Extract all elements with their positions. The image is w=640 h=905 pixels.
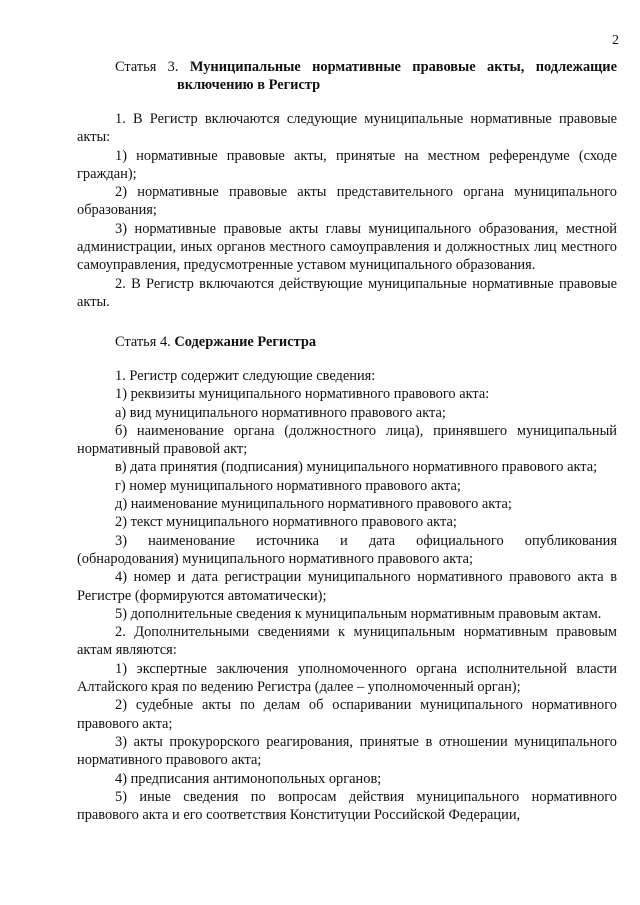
paragraph: 1. Регистр содержит следующие сведения: xyxy=(115,368,376,384)
paragraph: б) наименование органа (должностного лица), принявшего муниципальный нормативный правовой акт; xyxy=(77,422,617,458)
paragraph: 5) дополнительные сведения к муниципальным нормативным правовым актам. xyxy=(115,605,602,622)
paragraph: 5) иные сведения по вопросам действия муниципального нормативного правового акта и его соответствия Конституции Российской Федерации, xyxy=(77,788,617,824)
paragraph: д) наименование муниципального нормативного правового акта; xyxy=(115,496,512,513)
article-4-title: Содержание Регистра xyxy=(174,334,317,350)
paragraph: 3) акты прокурорского реагирования, принятые в отношении муниципального нормативного правового акта; xyxy=(77,733,617,769)
paragraph: 2. В Регистр включаются действующие муниципальные нормативные правовые акты. xyxy=(77,275,617,310)
paragraph: 1. В Регистр включаются следующие муниципальные нормативные правовые акты: xyxy=(77,111,617,146)
paragraph: а) вид муниципального нормативного правового акта; xyxy=(115,404,446,421)
article-3-heading-line1 xyxy=(115,58,617,76)
paragraph: г) номер муниципального нормативного правового акта; xyxy=(115,477,461,494)
article-3-body xyxy=(77,110,617,311)
paragraph: 2) текст муниципального нормативного правового акта; xyxy=(115,514,457,531)
paragraph: 4) номер и дата регистрации муниципального нормативного правового акта в Регистре (формируются автоматически); xyxy=(77,569,617,604)
article-3-label: Статья 3. xyxy=(115,59,179,75)
paragraph: 2) нормативные правовые акты представительного органа муниципального образования; xyxy=(77,184,617,219)
paragraph: 2. Дополнительными сведениями к муниципальным нормативным правовым актам являются: xyxy=(77,624,617,659)
paragraph: 1) нормативные правовые акты, принятые на местном референдуме (сходе граждан); xyxy=(77,147,617,182)
article-4-label: Статья 4. xyxy=(115,334,171,350)
paragraph: 1) реквизиты муниципального нормативного правового акта: xyxy=(115,386,490,403)
article-4-heading-line xyxy=(115,333,316,351)
page-number: 2 xyxy=(612,33,619,48)
paragraph: 3) нормативные правовые акты главы муниципального образования, местной администрации, иных органов местного самоуправления и должностных лиц местного самоуправления, предусмотренные уставом муниципального образования. xyxy=(77,220,617,274)
article-3-heading xyxy=(77,58,617,98)
paragraph: 2) судебные акты по делам об оспаривании муниципального нормативного правового акта; xyxy=(77,697,617,732)
article-3-title-line2: включению в Регистр xyxy=(177,77,321,93)
paragraph: 3) наименование источника и дата официального опубликования (обнародования) муниципального нормативного правового акта; xyxy=(77,532,617,567)
paragraph: 1) экспертные заключения уполномоченного органа исполнительной власти Алтайского края по ведению Регистра (далее – уполномоченный орган); xyxy=(77,660,617,696)
paragraph: 4) предписания антимонопольных органов; xyxy=(115,770,382,787)
paragraph: в) дата принятия (подписания) муниципального нормативного правового акта; xyxy=(115,459,598,476)
article-3-title-line1: Муниципальные нормативные правовые акты, подлежащие xyxy=(189,59,617,75)
article-4-body xyxy=(77,367,617,824)
